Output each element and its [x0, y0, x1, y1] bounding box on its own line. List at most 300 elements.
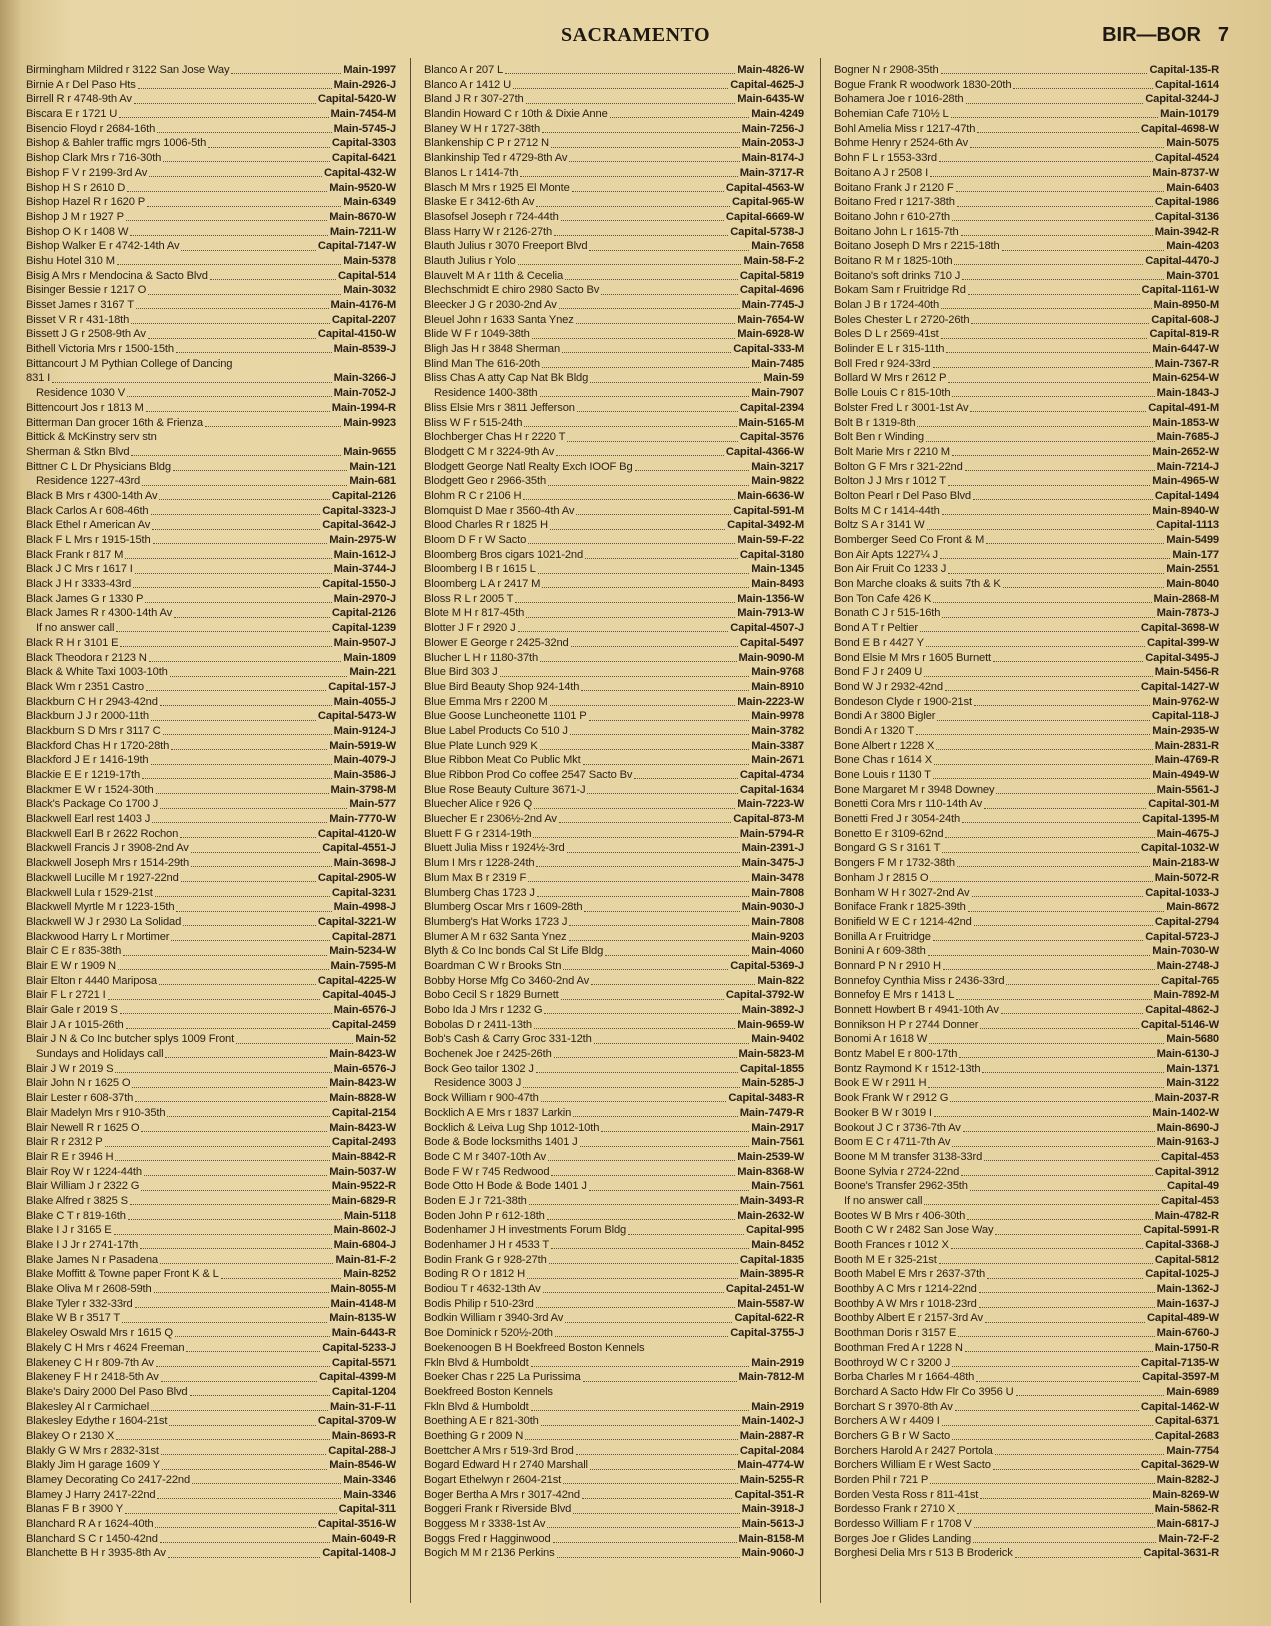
leader-dots — [518, 624, 729, 632]
leader-dots — [154, 1285, 329, 1293]
leader-dots — [163, 154, 330, 162]
directory-entry — [26, 63, 396, 78]
directory-entry — [834, 783, 1219, 798]
entry-name: Bond E B r 4427 Y — [834, 636, 924, 649]
leader-dots — [162, 1462, 327, 1470]
leader-dots — [534, 801, 735, 809]
entry-phone: Main-1750-R — [1154, 1341, 1219, 1354]
directory-entry — [26, 78, 396, 93]
directory-entry — [26, 1488, 396, 1503]
entry-name: Blue Plate Lunch 929 K — [424, 739, 538, 752]
entry-name: Bonnard P N r 2910 H — [834, 959, 941, 972]
directory-entry — [26, 283, 396, 298]
leader-dots — [174, 610, 330, 618]
entry-phone: Capital-2084 — [739, 1444, 804, 1457]
entry-phone: Main-59-F-22 — [737, 534, 804, 546]
entry-phone: Main-8828-W — [329, 1092, 396, 1105]
entry-name: Bordesso Frank r 2710 X — [834, 1503, 955, 1516]
entry-phone: Main-8693-R — [331, 1429, 396, 1442]
entry-phone: Capital-135-R — [1149, 64, 1219, 76]
entry-name: Boitano John r 610-27th — [834, 210, 950, 223]
entry-name: Bland J R r 307-27th — [424, 93, 524, 106]
entry-name: Bishop Walker E r 4742-14th Av — [26, 240, 180, 253]
directory-entry — [424, 1356, 804, 1371]
entry-name: Blumer A M r 632 Santa Ynez — [424, 930, 567, 943]
directory-entry — [424, 577, 804, 592]
entry-phone: Main-221 — [349, 666, 396, 679]
entry-phone: Capital-2493 — [331, 1136, 396, 1149]
directory-entry — [834, 621, 1219, 636]
directory-entry — [424, 709, 804, 724]
entry-name: Bloomberg L A r 2417 M — [424, 578, 541, 591]
leader-dots — [1015, 1550, 1142, 1558]
entry-name: Bode & Bode locksmiths 1401 J — [424, 1136, 578, 1149]
directory-entry — [424, 959, 804, 974]
directory-entry — [26, 651, 396, 666]
entry-phone: Capital-4698-W — [1140, 122, 1219, 135]
entry-name: Blair Elton r 4440 Mariposa — [26, 974, 157, 987]
entry-name: Boniface Frank r 1825-39th — [834, 901, 966, 914]
entry-phone: Main-7907 — [751, 387, 804, 400]
directory-entry — [26, 1047, 396, 1062]
directory-entry — [424, 1341, 804, 1356]
entry-phone: Main-9762-W — [1152, 695, 1219, 708]
entry-name: Blake I J r 3165 E — [26, 1224, 112, 1237]
entry-name: Boekenoogen B H Boekfreed Boston Kennels — [424, 1341, 645, 1354]
leader-dots — [576, 316, 736, 324]
entry-phone: Capital-2871 — [331, 930, 396, 943]
directory-entry — [424, 1473, 804, 1488]
leader-dots — [169, 1418, 316, 1426]
entry-phone: Capital-3576 — [739, 431, 804, 444]
entry-name: Blankenship C P r 2712 N — [424, 137, 549, 150]
entry-phone: Capital-5571 — [331, 1356, 396, 1369]
leader-dots — [1002, 243, 1165, 251]
entry-phone: Capital-157-J — [328, 680, 396, 693]
leader-dots — [601, 1124, 749, 1132]
directory-entry — [424, 1458, 804, 1473]
directory-entry — [834, 886, 1219, 901]
entry-name: Blakely C H Mrs r 4624 Freeman — [26, 1341, 185, 1354]
directory-entry — [424, 827, 804, 842]
directory-entry — [834, 1400, 1219, 1415]
entry-phone: Capital-2154 — [331, 1106, 396, 1119]
leader-dots — [135, 566, 332, 574]
directory-entry — [424, 695, 804, 710]
leader-dots — [561, 992, 724, 1000]
entry-phone: Main-4079-J — [333, 754, 396, 767]
directory-entry — [424, 783, 804, 798]
leader-dots — [569, 933, 750, 941]
entry-phone: Main-6928-W — [737, 328, 804, 341]
leader-dots — [929, 1036, 1164, 1044]
directory-entry — [834, 1429, 1219, 1444]
leader-dots — [161, 1374, 317, 1382]
directory-entry — [424, 430, 804, 445]
listing-column-2 — [424, 63, 804, 1603]
entry-phone: Main-8269-W — [1152, 1488, 1219, 1501]
leader-dots — [957, 1506, 1153, 1514]
entry-phone: Main-3122 — [1166, 1077, 1219, 1090]
entry-phone: Main-9520-W — [329, 181, 396, 194]
leader-dots — [135, 1094, 327, 1102]
leader-dots — [939, 154, 1153, 162]
entry-name: Boitano A J r 2508 I — [834, 166, 929, 179]
entry-name: Biscara E r 1721 U — [26, 108, 118, 121]
entry-phone: Capital-3303 — [331, 137, 396, 150]
entry-phone: Capital-1494 — [1154, 489, 1219, 502]
entry-phone: Capital-1835 — [739, 1253, 804, 1266]
entry-phone: Main-5234-W — [329, 945, 396, 958]
entry-phone: Main-4675-J — [1156, 827, 1219, 840]
leader-dots — [523, 492, 735, 500]
directory-entry — [26, 724, 396, 739]
directory-entry — [834, 1238, 1219, 1253]
entry-name: Booth Mabel E Mrs r 2637-37th — [834, 1268, 986, 1281]
directory-entry — [834, 1370, 1219, 1385]
leader-dots — [974, 918, 1153, 926]
directory-entry — [26, 739, 396, 754]
leader-dots — [135, 1300, 329, 1308]
leader-dots — [955, 1403, 1139, 1411]
entry-name: Blanos L r 1414-7th — [424, 166, 519, 179]
entry-phone: Capital-4563-W — [725, 181, 804, 194]
entry-name: Blauth Julius r Yolo — [424, 254, 516, 267]
entry-name: Bone Chas r 1614 X — [834, 754, 933, 767]
directory-entry — [26, 1267, 396, 1282]
entry-phone: Capital-4862-J — [1145, 1004, 1219, 1016]
leader-dots — [551, 140, 740, 148]
directory-entry — [834, 239, 1219, 254]
entry-phone: Capital-453 — [1160, 1150, 1219, 1163]
entry-phone: Capital-4625-J — [730, 78, 804, 91]
entry-phone: Capital-351-R — [734, 1488, 804, 1501]
leader-dots — [946, 345, 1150, 353]
leader-dots — [930, 874, 1152, 882]
leader-dots — [937, 713, 1150, 721]
entry-name: Bon Air Fruit Co 1233 J — [834, 563, 947, 576]
entry-name: Bisencio Floyd r 2684-16th — [26, 122, 156, 135]
directory-entry — [26, 460, 396, 475]
entry-name: Bisinger Bessie r 1217 O — [26, 284, 147, 297]
entry-name: Blumberg Chas 1723 J — [424, 886, 535, 899]
entry-phone: Capital-1025-J — [1145, 1268, 1219, 1281]
entry-name: Bon Ton Cafe 426 K — [834, 592, 932, 605]
entry-name: Birmingham Mildred r 3122 San Jose Way — [26, 64, 230, 76]
directory-entry — [26, 1400, 396, 1415]
entry-phone: Main-5072-R — [1154, 871, 1219, 884]
directory-entry — [26, 386, 396, 401]
entry-name: Bondi A r 3800 Bigler — [834, 710, 936, 723]
leader-dots — [951, 1241, 1143, 1249]
entry-name: Bolinder E L r 315-11th — [834, 343, 945, 356]
directory-entry — [834, 1414, 1219, 1429]
leader-dots — [115, 1153, 329, 1161]
leader-dots — [156, 1359, 330, 1367]
entry-name: Borghesi Delia Mrs r 513 B Broderick — [834, 1547, 1013, 1560]
directory-entry — [834, 944, 1219, 959]
directory-entry — [26, 342, 396, 357]
directory-entry — [834, 636, 1219, 651]
directory-entry — [834, 974, 1219, 989]
entry-name: Boggs Fred r Hagginwood — [424, 1532, 551, 1545]
directory-entry — [834, 445, 1219, 460]
leader-dots — [952, 213, 1153, 221]
directory-entry — [26, 1517, 396, 1532]
directory-entry — [26, 1194, 396, 1209]
directory-entry — [424, 1032, 804, 1047]
leader-dots — [576, 1447, 738, 1455]
entry-name: Blake Oliva M r 2608-59th — [26, 1283, 152, 1296]
entry-name: Boardman C W r Brooks Stn — [424, 959, 562, 972]
directory-entry — [834, 210, 1219, 225]
directory-entry — [424, 592, 804, 607]
entry-phone: Main-8423-W — [329, 1048, 396, 1061]
entry-phone: Main-8282-J — [1156, 1474, 1219, 1486]
leader-dots — [956, 184, 1165, 192]
leader-dots — [159, 977, 316, 985]
directory-entry — [424, 327, 804, 342]
page-header — [0, 24, 1271, 54]
directory-entry — [424, 1253, 804, 1268]
leader-dots — [634, 771, 738, 779]
entry-name: Fkln Blvd & Humboldt — [424, 1400, 529, 1413]
leader-dots — [570, 727, 749, 735]
entry-phone: Main-52 — [355, 1033, 396, 1046]
entry-name: Boitano's soft drinks 710 J — [834, 269, 961, 282]
entry-name: Blanchard R A r 1624-40th — [26, 1518, 154, 1531]
entry-phone: Main-7808 — [751, 915, 804, 928]
entry-phone: Capital-3629-W — [1140, 1459, 1219, 1472]
entry-name: Bomberger Seed Co Front & M — [834, 534, 985, 546]
entry-name: Blue Goose Luncheonette 1101 P — [424, 710, 587, 723]
leader-dots — [553, 1535, 737, 1543]
directory-entry — [834, 592, 1219, 607]
entry-name: Blauvelt M A r 11th & Cecelia — [424, 269, 564, 282]
entry-phone: Capital-4734 — [739, 769, 804, 781]
leader-dots — [583, 757, 750, 765]
entry-name: Borchers Harold A r 2427 Portola — [834, 1444, 993, 1457]
leader-dots — [130, 228, 328, 236]
entry-phone: Main-7685-J — [1156, 431, 1219, 444]
directory-entry — [26, 430, 396, 445]
entry-name: Bittner C L Dr Physicians Bldg — [26, 460, 171, 473]
entry-phone: Main-2671 — [751, 754, 804, 767]
entry-name: Blasofsel Joseph r 724-44th — [424, 210, 559, 223]
directory-entry — [834, 1282, 1219, 1297]
directory-entry — [424, 1150, 804, 1165]
leader-dots — [540, 389, 750, 397]
directory-entry — [26, 1209, 396, 1224]
leader-dots — [583, 1374, 737, 1382]
entry-phone: Main-3387 — [751, 739, 804, 752]
leader-dots — [153, 536, 328, 544]
leader-dots — [127, 389, 332, 397]
directory-entry — [424, 1047, 804, 1062]
directory-entry — [424, 313, 804, 328]
entry-name: Boitano Fred r 1217-38th — [834, 196, 955, 209]
entry-name: Sundays and Holidays call — [36, 1048, 164, 1061]
directory-entry — [424, 636, 804, 651]
directory-entry — [834, 606, 1219, 621]
entry-phone: Capital-4120-W — [317, 827, 396, 840]
entry-name: Bondi A r 1320 T — [834, 724, 915, 737]
leader-dots — [126, 213, 327, 221]
leader-dots — [126, 1021, 330, 1029]
leader-dots — [984, 1153, 1159, 1161]
entry-phone: Capital-4507-J — [730, 622, 804, 635]
leader-dots — [584, 904, 739, 912]
directory-entry — [424, 1076, 804, 1091]
leader-dots — [941, 66, 1148, 74]
entry-name: Blake C T r 819-16th — [26, 1209, 126, 1222]
leader-dots — [130, 1197, 330, 1205]
entry-name: Bolle Louis C r 815-10th — [834, 387, 951, 400]
leader-dots — [549, 1256, 738, 1264]
entry-name: Blackwell W J r 2930 La Solidad — [26, 915, 182, 928]
entry-name: Blodgett Geo r 2966-35th — [424, 475, 547, 488]
leader-dots — [116, 624, 330, 632]
city-heading: SACRAMENTO — [560, 24, 711, 46]
entry-phone: Main-3798-M — [330, 783, 396, 796]
entry-name: Bloomberg I B r 1615 L — [424, 563, 536, 576]
entry-phone: Capital-311 — [338, 1503, 396, 1516]
entry-name: Bookout J C r 3736-7th Av — [834, 1121, 961, 1134]
leader-dots — [149, 169, 322, 177]
entry-phone: Main-5118 — [343, 1209, 396, 1222]
leader-dots — [528, 874, 749, 882]
directory-entry — [834, 915, 1219, 930]
entry-phone: Main-5075 — [1166, 137, 1219, 150]
entry-name: Bisig A Mrs r Mendocina & Sacto Blvd — [26, 269, 208, 282]
entry-name: Bob's Cash & Carry Groc 331-12th — [424, 1033, 592, 1046]
entry-name: Bluecher E r 2306½-2nd Av — [424, 813, 557, 826]
entry-name: Bonetti Fred J r 3054-24th — [834, 813, 961, 826]
leader-dots — [151, 713, 316, 721]
entry-phone: Capital-1032-W — [1140, 842, 1219, 855]
leader-dots — [536, 1065, 738, 1073]
entry-name: Boone Sylvia r 2724-22nd — [834, 1165, 960, 1178]
entry-phone: Main-8452 — [751, 1239, 804, 1251]
entry-name: Blackwell Lucille M r 1927-22nd — [26, 871, 179, 884]
leader-dots — [520, 169, 737, 177]
entry-name: Bohemian Cafe 710½ L — [834, 108, 949, 121]
entry-name: Boom E C r 4711-7th Av — [834, 1136, 951, 1149]
entry-phone: Main-6447-W — [1152, 343, 1219, 356]
entry-name: Blankinship Ted r 4729-8th Av — [424, 152, 568, 165]
directory-entry — [424, 254, 804, 269]
leader-dots — [979, 1285, 1155, 1293]
directory-entry — [26, 1356, 396, 1371]
entry-phone: Main-9659-W — [737, 1018, 804, 1031]
entry-phone: Capital-399-W — [1146, 636, 1219, 649]
entry-phone: Main-2831-R — [1154, 739, 1219, 752]
entry-phone: Main-8910 — [751, 680, 804, 693]
leader-dots — [167, 1109, 329, 1117]
leader-dots — [557, 1550, 740, 1558]
entry-name: Fkln Blvd & Humboldt — [424, 1356, 529, 1369]
directory-entry — [26, 1179, 396, 1194]
entry-phone: Capital-4524 — [1154, 152, 1219, 165]
entry-name: Blaney W H r 1727-38th — [424, 122, 541, 135]
entry-name: Booker B W r 3019 I — [834, 1106, 932, 1119]
entry-name: Blair E W r 1909 N — [26, 959, 116, 972]
directory-entry — [834, 768, 1219, 783]
entry-name: Bochenek Joe r 2425-26th — [424, 1048, 552, 1061]
leader-dots — [582, 1491, 733, 1499]
entry-phone: Main-8174-J — [741, 152, 804, 165]
leader-dots — [122, 1315, 327, 1323]
leader-dots — [993, 1462, 1139, 1470]
directory-entry — [26, 1370, 396, 1385]
leader-dots — [954, 257, 1143, 265]
entry-name: Blair R r 2312 P — [26, 1136, 103, 1149]
entry-phone: Main-3892-J — [741, 1004, 804, 1016]
entry-name: Blair Newell R r 1625 O — [26, 1121, 140, 1134]
entry-phone: Capital-2394 — [739, 401, 804, 414]
entry-name: Borchers G B r W Sacto — [834, 1429, 951, 1442]
directory-entry — [834, 856, 1219, 871]
entry-name: Borchers William E r West Sacto — [834, 1459, 991, 1472]
leader-dots — [927, 522, 1155, 530]
entry-name: Black R H r 3101 E — [26, 636, 119, 649]
entry-phone: Main-9124-J — [333, 724, 396, 737]
directory-entry — [424, 1297, 804, 1312]
leader-dots — [974, 698, 1150, 706]
leader-dots — [132, 1080, 327, 1088]
entry-name: Borchard A Sacto Hdw Flr Co 3956 U — [834, 1385, 1014, 1398]
leader-dots — [573, 1109, 738, 1117]
entry-phone: Main-1402-J — [741, 1415, 804, 1428]
entry-phone: Capital-3244-J — [1145, 93, 1219, 106]
entry-name: Blanas F B r 3900 Y — [26, 1503, 124, 1516]
entry-name: Blodgett C M r 3224-9th Av — [424, 445, 555, 458]
entry-phone: Capital-3495-J — [1145, 651, 1219, 664]
leader-dots — [934, 1109, 1150, 1117]
directory-entry — [424, 122, 804, 137]
leader-dots — [1016, 1388, 1165, 1396]
directory-entry — [834, 460, 1219, 475]
entry-phone: Main-7211-W — [329, 225, 396, 238]
entry-name: Bishop J M r 1927 P — [26, 210, 124, 223]
entry-name: Bolster Fred L r 3001-1st Av — [834, 401, 969, 414]
entry-phone: Main-7485 — [751, 357, 804, 370]
entry-name: Bone Albert r 1228 X — [834, 739, 935, 752]
entry-name: Bonham J r 2815 O — [834, 871, 929, 884]
entry-name: Bliss Chas A atty Cap Nat Bk Bldg — [424, 372, 589, 385]
leader-dots — [141, 1124, 327, 1132]
directory-entry — [26, 1502, 396, 1517]
entry-name: Boltz S A r 3141 W — [834, 519, 925, 532]
leader-dots — [165, 1050, 327, 1058]
entry-name: Boothman Doris r 3157 E — [834, 1327, 957, 1340]
leader-dots — [527, 1271, 738, 1279]
entry-name: Blair C E r 835-38th — [26, 945, 122, 958]
entry-phone: Main-6349 — [343, 196, 396, 209]
directory-entry — [26, 1414, 396, 1429]
entry-name: Bodis Philip r 510-23rd — [424, 1297, 534, 1310]
entry-name: Blote M H r 817-45th — [424, 607, 525, 620]
directory-entry — [26, 401, 396, 416]
entry-name: Blackie E E r 1219-17th — [26, 769, 141, 781]
directory-entry — [834, 371, 1219, 386]
leader-dots — [191, 859, 332, 867]
directory-entry — [424, 944, 804, 959]
entry-phone: Main-5680 — [1166, 1033, 1219, 1046]
entry-name: Boitano R M r 1825-10th — [834, 254, 953, 267]
entry-name: Bleecker J G r 2030-2nd Av — [424, 299, 557, 311]
entry-phone: Capital-2451-W — [725, 1283, 804, 1296]
